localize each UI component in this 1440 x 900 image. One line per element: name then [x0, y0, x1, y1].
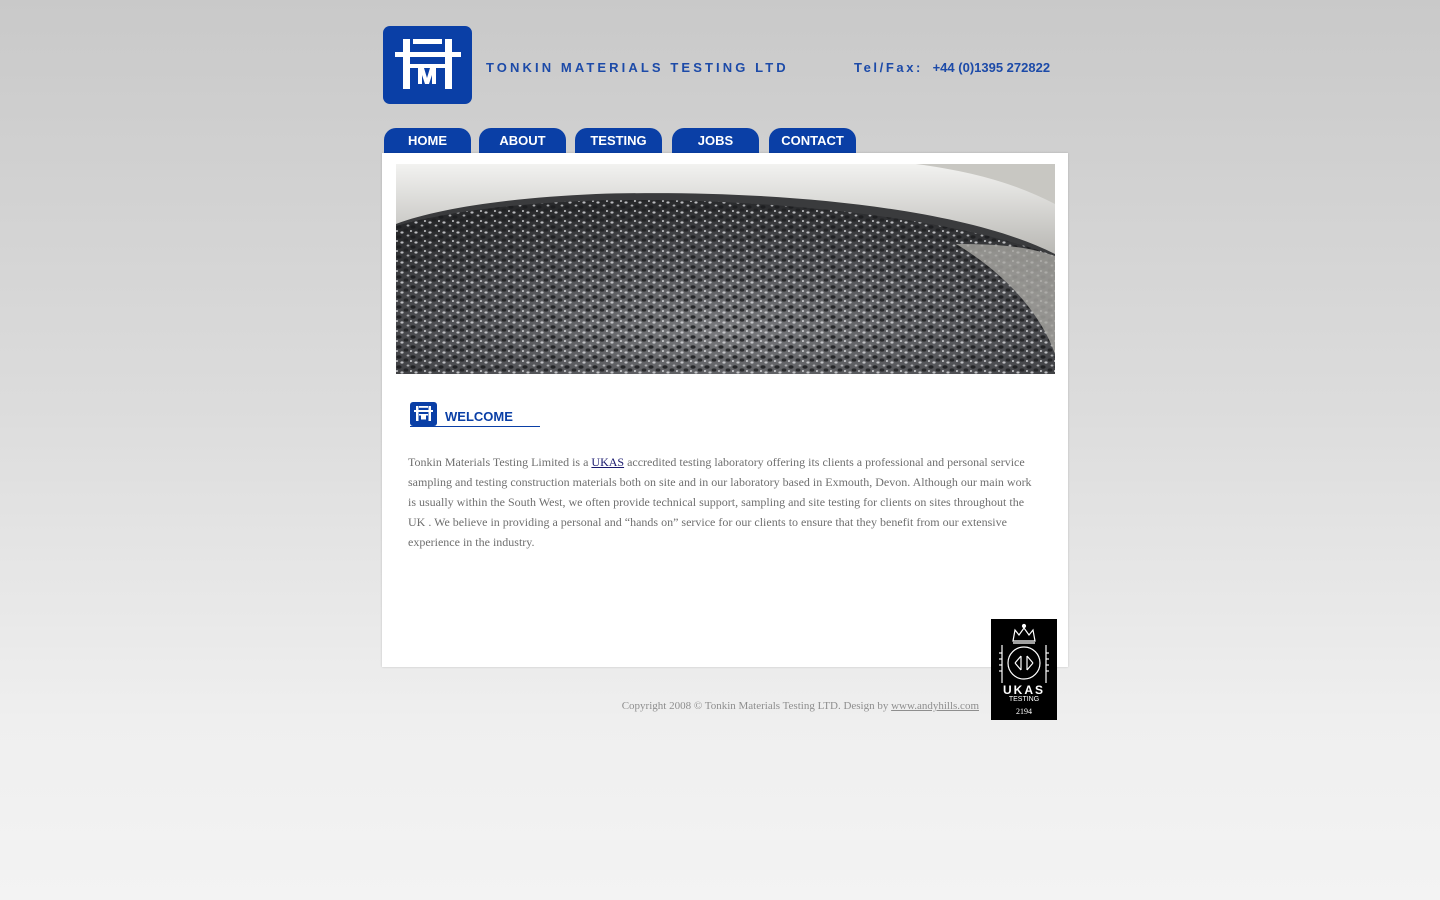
intro-text-start: Tonkin Materials Testing Limited is a — [408, 455, 592, 469]
tmt-small-logo-icon — [410, 402, 437, 426]
copyright-text: Copyright 2008 © Tonkin Materials Testing LTD. Design by — [621, 700, 892, 712]
intro-text-end: accredited testing laboratory offering its clients a professional and personal service sampling and testing construction materials both on site and in our laboratory based in Exmouth, Devon. Although our main work is usually within the South West, we often provide technical support, sampling and site testing for clients on sites throughout the UK . We believe in providing a personal and “hands on” service for our clients to ensure that they benefit from our extensive experience in the industry. — [408, 455, 1032, 549]
badge-name: UKAS — [1002, 683, 1045, 697]
company-name: TONKIN MATERIALS TESTING LTD — [486, 60, 789, 75]
tab-testing[interactable]: TESTING — [575, 128, 662, 154]
welcome-text — [408, 452, 1036, 552]
ukas-link[interactable]: UKAS — [591, 455, 625, 469]
aggregate-banner-image — [396, 164, 1055, 374]
phone-label: Tel/Fax: — [854, 60, 923, 75]
badge-number: 2194 — [1016, 707, 1032, 716]
designer-link[interactable]: www.andyhills.com — [891, 700, 979, 712]
tab-contact[interactable]: CONTACT — [769, 128, 856, 154]
ukas-testing-badge — [991, 619, 1057, 720]
welcome-underline — [410, 426, 540, 427]
crown-icon — [991, 619, 1057, 720]
content-panel — [382, 153, 1068, 667]
tmt-logo-icon — [383, 26, 472, 104]
footer-copyright — [0, 700, 979, 712]
tab-jobs[interactable]: JOBS — [672, 128, 759, 154]
tab-home[interactable]: HOME — [384, 128, 471, 154]
welcome-heading: WELCOME — [445, 409, 513, 424]
phone-number: +44 (0)1395 272822 — [932, 60, 1051, 75]
phone-info — [854, 60, 1050, 75]
company-logo[interactable] — [383, 26, 472, 104]
badge-sub: TESTING — [1008, 696, 1040, 703]
tab-about[interactable]: ABOUT — [479, 128, 566, 154]
